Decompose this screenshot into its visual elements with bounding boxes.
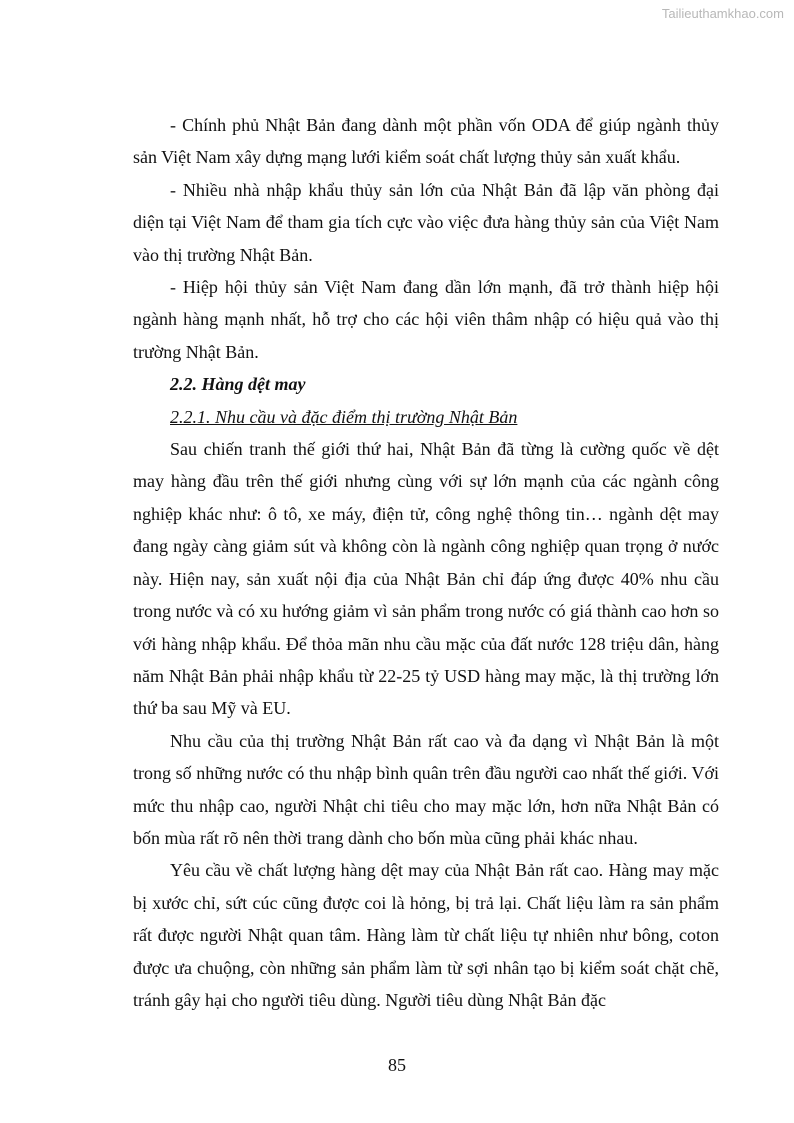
paragraph-history: Sau chiến tranh thế giới thứ hai, Nhật Bản đã từng là cường quốc về dệt may hàng đầu trên thế giới nhưng cùng với sự lớn mạnh của các ngành công nghiệp khác như: ô tô, xe máy, điện tử, công nghệ thông tin… ngành dệt may đang ngày càng giảm sút và không còn là ngành công nghiệp quan trọng ở nước này. Hiện nay, sản xuất nội địa của Nhật Bản chỉ đáp ứng được 40% nhu cầu trong nước và có xu hướng giảm vì sản phẩm trong nước có giá thành cao hơn so với hàng nhập khẩu. Để thỏa mãn nhu cầu mặc của đất nước 128 triệu dân, hàng năm Nhật Bản phải nhập khẩu từ 22-25 tỷ USD hàng may mặc, là thị trường lớn thứ ba sau Mỹ và EU. [133,439,719,719]
paragraph-quality: Yêu cầu về chất lượng hàng dệt may của Nhật Bản rất cao. Hàng may mặc bị xước chỉ, sứt cúc cũng được coi là hỏng, bị trả lại. Chất liệu làm ra sản phẩm rất được người Nhật quan tâm. Hàng làm từ chất liệu tự nhiên như bông, coton được ưa chuộng, còn những sản phẩm làm từ sợi nhân tạo bị kiểm soát chặt chẽ, tránh gây hại cho người tiêu dùng. Người tiêu dùng Nhật Bản đặc [133,860,719,1010]
paragraph-oda: - Chính phủ Nhật Bản đang dành một phần vốn ODA để giúp ngành thủy sản Việt Nam xây dựng mạng lưới kiểm soát chất lượng thủy sản xuất khẩu. [133,115,719,168]
section-heading: 2.2. Hàng dệt may [170,374,306,395]
paragraph-demand: Nhu cầu của thị trường Nhật Bản rất cao và đa dạng vì Nhật Bản là một trong số những nước có thu nhập bình quân trên đầu người cao nhất thế giới. Với mức thu nhập cao, người Nhật chi tiêu cho may mặc lớn, hơn nữa Nhật Bản có bốn mùa rất rõ nên thời trang dành cho bốn mùa cũng phải khác nhau. [133,730,719,848]
paragraph-association: - Hiệp hội thủy sản Việt Nam đang dần lớn mạnh, đã trở thành hiệp hội ngành hàng mạnh nhất, hỗ trợ cho các hội viên thâm nhập có hiệu quả vào thị trường Nhật Bản. [133,277,719,362]
watermark-text: Tailieuthamkhao.com [661,6,784,21]
page-body [133,109,719,1016]
paragraph-importers: - Nhiều nhà nhập khẩu thủy sản lớn của Nhật Bản đã lập văn phòng đại diện tại Việt Nam để tham gia tích cực vào việc đưa hàng thủy sản của Việt Nam vào thị trường Nhật Bản. [133,179,719,265]
page-number: 85 [388,1055,406,1075]
subsection-heading: 2.2.1. Nhu cầu và đặc điểm thị trường Nhật Bản [170,406,518,427]
